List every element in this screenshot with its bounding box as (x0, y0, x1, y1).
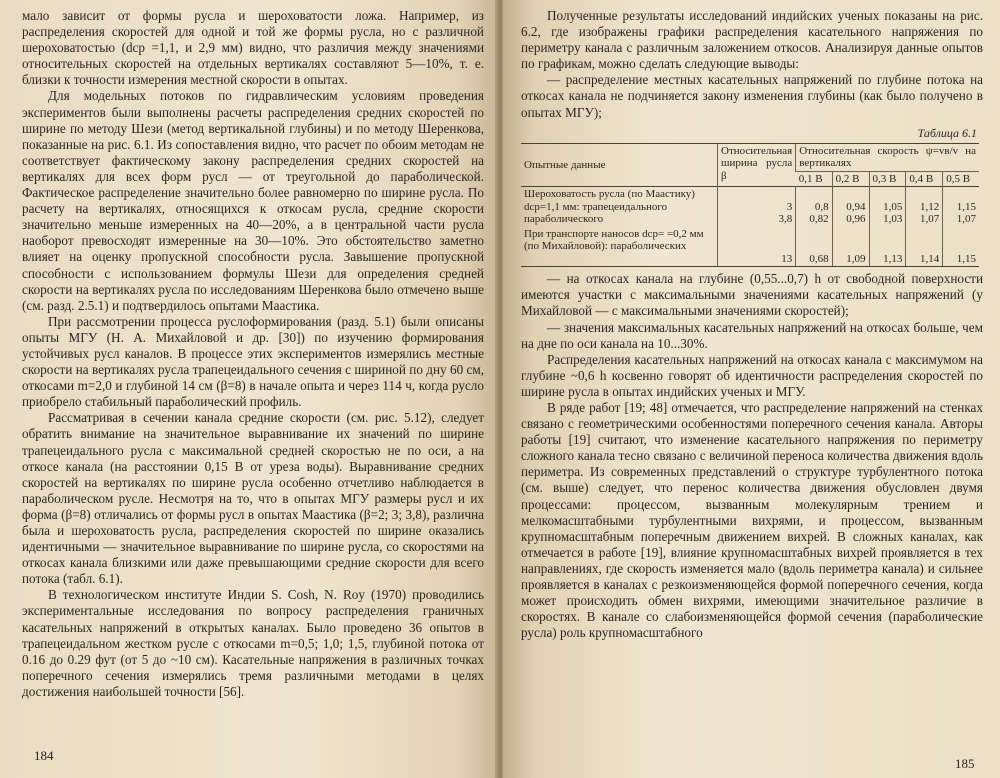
right-page (503, 0, 1000, 778)
page-number: 185 (955, 756, 975, 771)
table-header-width: Относительная ширина русла β (718, 143, 796, 187)
table-subheader: 0,2 B (832, 171, 869, 187)
left-text-column (22, 8, 484, 700)
table-header-speed: Относительная скорость ψ=vв/v на вертикалях (796, 143, 979, 171)
table-cell: 1,09 (832, 227, 869, 267)
table-cell: 0,94 0,96 (832, 187, 869, 227)
paragraph: Полученные результаты исследований индийских ученых показаны на рис. 6.2, где изображены графики распределения касательного напряжения по периметру канала с различным заложением откосов. Анализируя данные опытов по графикам, можно сделать следующие выводы: (521, 8, 983, 72)
table-cell-beta: 13 (718, 227, 796, 267)
table-subheader: 0,4 B (906, 171, 943, 187)
table-cell: 0,68 (796, 227, 832, 267)
table-cell: 1,15 (943, 227, 979, 267)
data-table (521, 143, 979, 268)
paragraph: Распределения касательных напряжений на откосах канала с максимумом на глубине ~0,6 h косвенно говорят об идентичности распределения скоростей по ширине русла в опытах индийских ученых и МГУ. (521, 351, 983, 399)
right-text-column (521, 8, 983, 641)
paragraph: В ряде работ [19; 48] отмечается, что распределение напряжений на стенках связано с геометрическими особенностями поперечного сечения канала. Авторы работы [19] считают, что изменение касательного напряжения по периметру сложного канала тесно связано с величиной переноса количества движения вдоль периметра. Из современных представлений о структуре турбулентного потока (см. выше) следует, что перенос количества движения обусловлен двумя процессами: процессом, вызванным молекулярным трением и мелкомасштабными турбулентными вихрями, и процессом, вызванным крупномасштабным поперечным движением вихрей. В сложных каналах, как отмечается в работе [19], влияние крупномасштабных вихрей проявляется в тех направлениях, где скорость изменяется мало (вдоль периметра канала) и сильнее проявляется в каналах с резкоизменяющейся формой поперечного сечения, когда может происходить обмен вихрями, имеющими значительное различие в скоростях. В канале со слабоизменяющейся формой сечения (параболические русла) роль крупномасштабного (521, 400, 983, 641)
paragraph: При рассмотрении процесса руслоформирования (разд. 5.1) были описаны опыты МГУ (Н. А. Михайловой и др. [30]) по изучению формирования устойчивых русл каналов. В процессе этих экспериментов измерялись местные скорости на вертикалях русла трапецеидального сечения с шириной по дну 60 см, откосами m=2,0 и глубиной 14 см (β=8) в начале опыта и через 114 ч, когда русло приобрело стабильный параболический профиль. (22, 313, 484, 410)
paragraph: — значения максимальных касательных напряжений на откосах больше, чем на дне по оси канала на 10...30%. (521, 319, 983, 351)
table-row (521, 187, 979, 227)
page-number: 184 (34, 748, 54, 763)
table-subheader: 0,3 B (869, 171, 906, 187)
table-row (521, 227, 979, 267)
table-header-data: Опытные данные (521, 143, 718, 187)
paragraph: Рассматривая в сечении канала средние скорости (см. рис. 5.12), следует обратить внимание на значительное выравнивание их значений по ширине трапецеидального русла с максимальной средней скоростью не по оси, а на откосе канала (на расстоянии 0,15 B от уреза воды). Выравнивание средних скоростей на вертикалях по ширине русла особенно отчетливо наблюдается в параболическом русле. Несмотря на то, что в опытах МГУ размеры русл и их форма (β=8) отличались от формы русл в опытах Маастика (β=2; 3; 3,8), различна была и шероховатость русла, распределения скоростей по ширине оказались идентичными — значительное выравнивание по ширине русла, со скоростями на откосах канала близкими или даже превышающими средние скорости для всего потока (табл. 6.1). (22, 410, 484, 587)
table-caption: Таблица 6.1 (917, 125, 977, 140)
table-cell-desc: Шероховатость русла (по Маастику) dср=1,1 мм: трапецеидального параболического (524, 188, 695, 226)
table-cell-desc: При транспорте наносов dср= =0,2 мм (по Михайловой): параболических (521, 227, 718, 267)
paragraph: Для модельных потоков по гидравлическим условиям проведения экспериментов были выполнены расчеты распределения средних скоростей по ширине по методу Шези (метод вертикальной глубины) и по методу Шеренкова, показанные на рис. 6.1. Из сопоставления видно, что расчет по обоим методам не соответствует фактическому закону распределения средних скоростей на вертикалях для всех форм русл — от треугольной до параболической. Фактическое распределение значительно более равномерно по ширине русла. По расчету на вертикалях, относящихся к откосам русла, средние скорости значительно меньше измеренных на 40—20%, а в центральной части русла наоборот превосходят измеренные на 30—10%. Это обстоятельство заметно влияет на оценку пропускной способности русла. Завышение пропускной способности с использованием формулы Шези для определения средней скорости на вертикалях русла по исследованиям Шеренкова было отмечено выше (см. разд. 2.5.1) и подтвердилось опытами Маастика. (22, 88, 484, 313)
paragraph: — на откосах канала на глубине (0,55...0,7) h от свободной поверхности имеются участки с максимальными значениями касательных напряжений (у Михайловой — с максимальными значениями скоростей); (521, 271, 983, 319)
table-cell: 1,05 1,03 (869, 187, 906, 227)
table-subheader: 0,1 B (796, 171, 832, 187)
left-page (0, 0, 497, 778)
table-subheader: 0,5 B (943, 171, 979, 187)
paragraph: — распределение местных касательных напряжений по глубине потока на откосах канала не подчиняется закону изменения глубины (как было получено в опытах МГУ); (521, 72, 983, 120)
paragraph: мало зависит от формы русла и шероховатости ложа. Например, из распределения скоростей для одной и той же формы русла, но с различной шероховатостью (dср =1,1, и 2,9 мм) видно, что различия между значениями относительных скоростей на отдельных вертикалях составляют 5—10%, т. е. близки к точности измерения местной скорости в опытах. (22, 8, 484, 88)
table-cell: 1,13 (869, 227, 906, 267)
table-cell-beta: 3 3,8 (718, 187, 796, 227)
table-cell: 1,15 1,07 (943, 187, 979, 227)
table-cell: 1,14 (906, 227, 943, 267)
table-cell: 0,8 0,82 (796, 187, 832, 227)
table-cell: 1,12 1,07 (906, 187, 943, 227)
paragraph: В технологическом институте Индии S. Cosh, N. Roy (1970) проводились экспериментальные исследования по вопросу распределения граничных касательных напряжений в открытых каналах. Было проведено 36 опытов в трапецеидальном жестком русле с откосами m=0,5; 1,0; 1,5, глубиной потока от 0.16 до 0.29 фут (от 5 до ~10 см). Касательные напряжения в различных точках поперечного сечения измерялись тремя различными методами в целях достижения наибольшей точности [56]. (22, 587, 484, 699)
